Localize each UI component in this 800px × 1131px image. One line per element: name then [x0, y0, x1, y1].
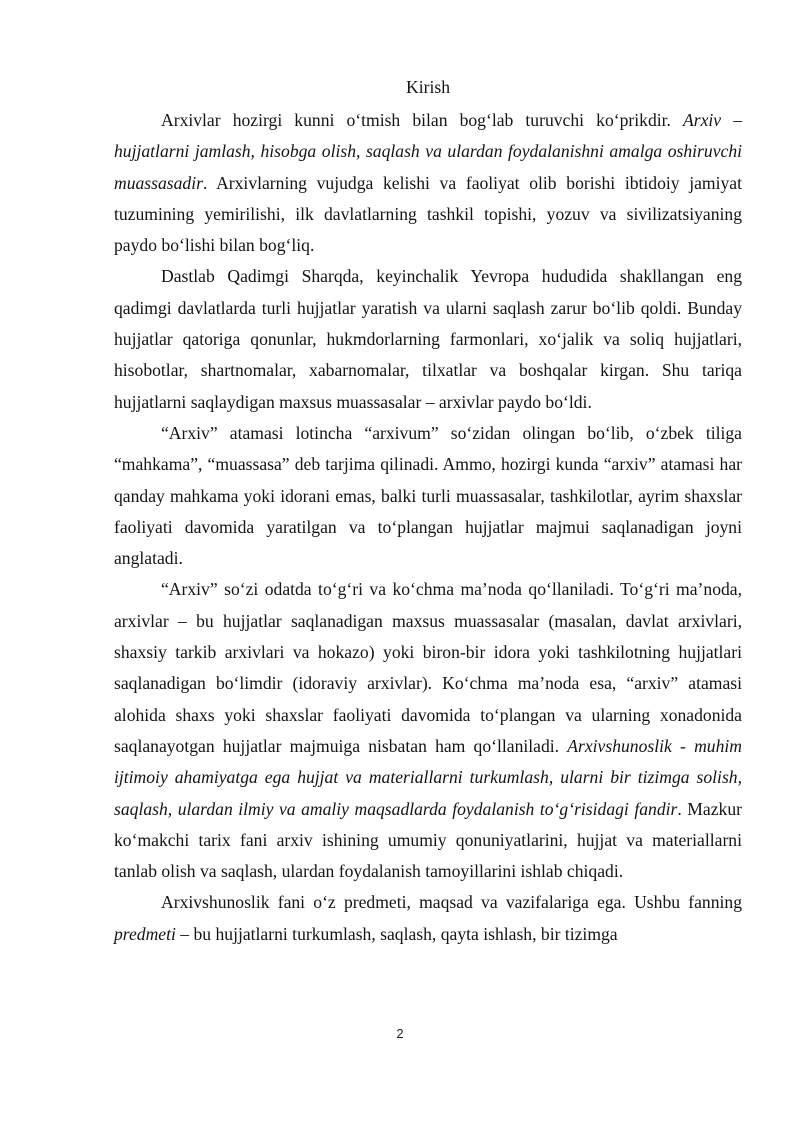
paragraph-text: “Arxiv” so‘zi odatda to‘g‘ri va ko‘chma ma’noda qo‘llaniladi. To‘g‘ri ma’noda, arxivlar – bu hujjatlar saqlanadigan maxsus muassasalar (masalan, davlat arxivlari, shaxsiy tarkib arxivlari va hokazo) yoki biron-bir idora yoki tashkilotning hujjatlari saqlanadigan bo‘limdir (idoraviy arxivlar). Ko‘chma ma’noda esa, “arxiv” atamasi alohida shaxs yoki shaxslar faoliyati davomida to‘plangan va ularning xonadonida saqlanayotgan hujjatlar majmuiga nisbatan ham qo‘llaniladi. — [114, 579, 742, 756]
paragraph-text: “Arxiv” atamasi lotincha “arxivum” so‘zidan olingan bo‘lib, o‘zbek tiliga “mahkama”, “muassasa” deb tarjima qilinadi. Ammo, hozirgi kunda “arxiv” atamasi har qanday mahkama yoki idorani emas, balki turli muassasalar, tashkilotlar, ayrim shaxslar faoliyati davomida yaratilgan va to‘plangan hujjatlar majmui saqlanadigan joyni anglatadi. — [114, 422, 742, 569]
paragraph-text: . Mazkur ko‘makchi tarix fani arxiv ishining umumiy qonuniyatlarini, hujjat va materiallarni tanlab olish va saqlash, ulardan foydalanish tamoyillarini ishlab chiqadi. — [114, 798, 742, 882]
paragraph — [114, 574, 742, 887]
page-number: 2 — [396, 1026, 404, 1041]
paragraph — [114, 261, 742, 417]
term-italic-text: predmeti — [114, 923, 176, 944]
paragraph — [114, 887, 742, 950]
definition-italic-text: Arxiv – hujjatlarni jamlash, hisobga olish, saqlash va ulardan foydalanishni amalga oshiruvchi muassasadir — [114, 110, 743, 193]
paragraph-text: Arxivshunoslik fani o‘z predmeti, maqsad va vazifalariga ega. Ushbu fanning — [161, 892, 742, 913]
document-page — [114, 74, 742, 950]
paragraph-text: Dastlab Qadimgi Sharqda, keyinchalik Yevropa hududida shakllangan eng qadimgi davlatlarda turli hujjatlar yaratish va ularni saqlash zarur bo‘lib qoldi. Bunday hujjatlar qatoriga qonunlar, hukmdorlarning farmonlari, xo‘jalik va soliq hujjatlari, hisobotlar, shartnomalar, xabarnomalar, tilxatlar va boshqalar kirgan. Shu tariqa hujjatlarni saqlaydigan maxsus muassasalar – arxivlar paydo bo‘ldi. — [114, 266, 742, 412]
paragraph — [114, 418, 742, 574]
paragraph-text: – bu hujjatlarni turkumlash, saqlash, qayta ishlash, bir tizimga — [175, 923, 618, 944]
section-title: Kirish — [406, 77, 450, 97]
paragraph-text: Arxivlar hozirgi kunni o‘tmish bilan bog‘lab turuvchi ko‘prikdir. — [161, 110, 684, 130]
paragraph-text: . Arxivlarning vujudga kelishi va faoliyat olib borishi ibtidoiy jamiyat tuzumining yemirilishi, ilk davlatlarning tashkil topishi, yozuv va sivilizatsiyaning paydo bo‘lishi bilan bog‘liq. — [114, 172, 742, 256]
paragraph — [114, 105, 742, 261]
definition-italic-text: Arxivshunoslik - muhim ijtimoiy ahamiyatga ega hujjat va materiallarni turkumlash, ularni bir tizimga solish, saqlash, ulardan ilmiy va amaliy maqsadlarda foydalanish to‘g‘risidagi fandir — [114, 735, 742, 819]
